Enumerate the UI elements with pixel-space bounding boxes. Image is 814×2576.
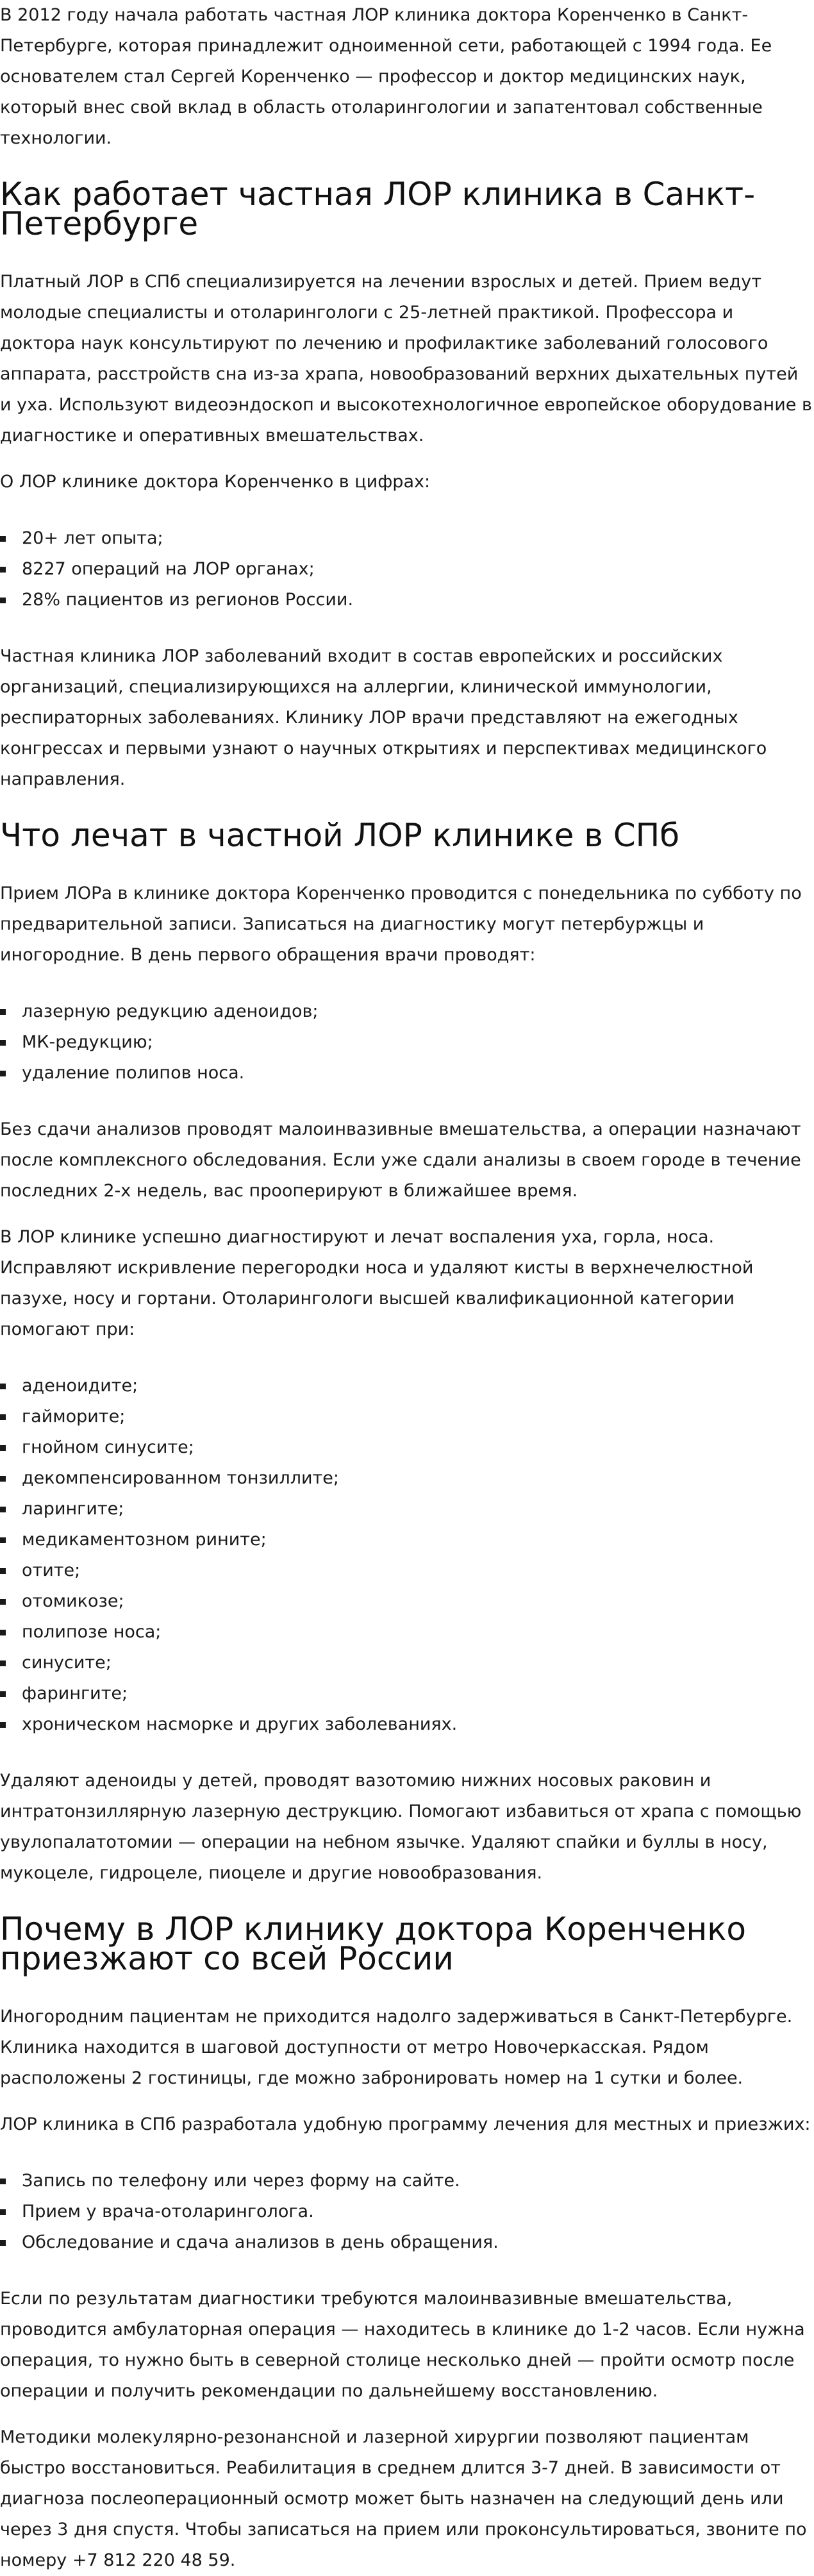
bullet-icon <box>0 2179 6 2184</box>
list-item <box>0 1494 814 1525</box>
bullet-icon <box>0 536 6 542</box>
procedures-list <box>0 996 814 1089</box>
diseases-list <box>0 1371 814 1740</box>
paragraph: Удаляют аденоиды у детей, проводят вазотомию нижних носовых раковин и интратонзиллярную лазерную деструкцию. Помогают избавиться от храпа с помощью увулопалатотомии — операции на небном язычке. Удаляют спайки и буллы в носу, мукоцеле, гидроцеле, пиоцеле и другие новообразования. <box>0 1771 802 1883</box>
list-item <box>0 1555 814 1586</box>
list-item <box>0 585 814 615</box>
list-item <box>0 1617 814 1648</box>
list-item-text: медикаментозном рините; <box>22 1530 267 1550</box>
list-item <box>0 1648 814 1678</box>
section-heading-what-is-treated: Что лечат в частной ЛОР клинике в СПб <box>0 817 680 854</box>
list-item <box>0 523 814 554</box>
section-heading-how-it-works: Как работает частная ЛОР клиника в Санкт-Петербурге <box>0 176 756 242</box>
bullet-icon <box>0 567 6 573</box>
list-item <box>0 1678 814 1709</box>
intro-paragraph: В 2012 году начала работать частная ЛОР клиника доктора Коренченко в Санкт-Петербурге, которая принадлежит одноименной сети, работающей с 1994 года. Ее основателем стал Сергей Коренченко — профессор и доктор медицинских наук, который внес свой вклад в область отоларингологии и запатентовал собственные технологии. <box>0 5 772 148</box>
paragraph: О ЛОР клинике доктора Коренченко в цифрах: <box>0 472 431 492</box>
list-item-text: хроническом насморке и других заболеваниях. <box>22 1714 458 1734</box>
facts-list <box>0 523 814 615</box>
list-item-text: гайморите; <box>22 1407 126 1426</box>
paragraph: Иногородним пациентам не приходится надолго задерживаться в Санкт-Петербурге. Клиника находится в шаговой доступности от метро Новочеркасская. Рядом расположены 2 гостиницы, где можно забронировать номер на 1 сутки и более. <box>0 2007 793 2088</box>
list-item-text: Прием у врача-отоларинголога. <box>22 2202 314 2221</box>
list-item-text: гнойном синусите; <box>22 1437 194 1457</box>
bullet-icon <box>0 1040 6 1046</box>
bullet-icon <box>0 1691 6 1697</box>
bullet-icon <box>0 1445 6 1451</box>
list-item-text: лазерную редукцию аденоидов; <box>22 1001 319 1021</box>
paragraph: Прием ЛОРа в клинике доктора Коренченко проводится с понедельника по субботу по предварительной записи. Записаться на диагностику могут петербуржцы и иногородние. В день первого обращения врачи проводят: <box>0 883 802 965</box>
list-item-text: декомпенсированном тонзиллите; <box>22 1468 339 1488</box>
list-item-text: отите; <box>22 1560 81 1580</box>
list-item <box>0 1027 814 1058</box>
list-item <box>0 2227 814 2258</box>
bullet-icon <box>0 1568 6 1574</box>
list-item-text: аденоидите; <box>22 1376 138 1396</box>
list-item-text: ларингите; <box>22 1499 124 1519</box>
list-item <box>0 1586 814 1617</box>
list-item-text: МК-редукцию; <box>22 1032 153 1052</box>
list-item <box>0 1432 814 1463</box>
list-item <box>0 554 814 585</box>
list-item <box>0 1401 814 1432</box>
list-item <box>0 1463 814 1494</box>
paragraph: В ЛОР клинике успешно диагностируют и лечат воспаления уха, горла, носа. Исправляют искривление перегородки носа и удаляют кисты в верхнечелюстной пазухе, носу и гортани. Отоларингологи высшей квалификационной категории помогают при: <box>0 1227 754 1339</box>
bullet-icon <box>0 1384 6 1389</box>
bullet-icon <box>0 1507 6 1512</box>
bullet-icon <box>0 1660 6 1666</box>
bullet-icon <box>0 1009 6 1015</box>
list-item-text: фарингите; <box>22 1684 128 1703</box>
list-item-text: синусите; <box>22 1653 112 1673</box>
list-item <box>0 996 814 1027</box>
bullet-icon <box>0 2209 6 2215</box>
bullet-icon <box>0 598 6 603</box>
list-item <box>0 1709 814 1740</box>
bullet-icon <box>0 1537 6 1543</box>
bullet-icon <box>0 1071 6 1076</box>
list-item <box>0 1371 814 1401</box>
list-item-text: полипозе носа; <box>22 1622 162 1642</box>
bullet-icon <box>0 1599 6 1605</box>
list-item-text: 8227 операций на ЛОР органах; <box>22 559 315 579</box>
bullet-icon <box>0 1722 6 1728</box>
list-item <box>0 2166 814 2196</box>
bullet-icon <box>0 1476 6 1482</box>
list-item-text: Обследование и сдача анализов в день обращения. <box>22 2232 499 2252</box>
list-item-text: удаление полипов носа. <box>22 1063 245 1083</box>
paragraph: Платный ЛОР в СПб специализируется на лечении взрослых и детей. Прием ведут молодые специалисты и отоларингологи с 25-летней практикой. Профессора и доктора наук консультируют по лечению и профилактике заболеваний голосового аппарата, расстройств сна из-за храпа, новообразований верхних дыхательных путей и уха. Используют видеоэндоскоп и высокотехнологичное европейское оборудование в диагностике и оперативных вмешательствах. <box>0 272 812 446</box>
list-item-text: 28% пациентов из регионов России. <box>22 590 354 610</box>
list-item <box>0 2196 814 2227</box>
section-heading-why-come: Почему в ЛОР клинику доктора Коренченко приезжают со всей России <box>0 1911 746 1977</box>
bullet-icon <box>0 2240 6 2246</box>
list-item-text: Запись по телефону или через форму на сайте. <box>22 2171 460 2191</box>
paragraph: Частная клиника ЛОР заболеваний входит в состав европейских и российских организаций, специализирующихся на аллергии, клинической иммунологии, респираторных заболеваниях. Клинику ЛОР врачи представляют на ежегодных конгрессах и первыми узнают о научных открытиях и перспективах медицинского направления. <box>0 646 767 789</box>
list-item <box>0 1058 814 1089</box>
bullet-icon <box>0 1414 6 1420</box>
list-item-text: 20+ лет опыта; <box>22 528 163 548</box>
list-item <box>0 1525 814 1555</box>
paragraph: ЛОР клиника в СПб разработала удобную программу лечения для местных и приезжих: <box>0 2114 811 2134</box>
paragraph: Без сдачи анализов проводят малоинвазивные вмешательства, а операции назначают после комплексного обследования. Если уже сдали анализы в своем городе в течение последних 2-х недель, вас прооперируют в ближайшее время. <box>0 1119 801 1201</box>
paragraph: Если по результатам диагностики требуются малоинвазивные вмешательства, проводится амбулаторная операция — находитесь в клинике до 1-2 часов. Если нужна операция, то нужно быть в северной столице несколько дней — пройти осмотр после операции и получить рекомендации по дальнейшему восстановлению. <box>0 2289 805 2401</box>
list-item-text: отомикозе; <box>22 1591 124 1611</box>
program-list <box>0 2166 814 2258</box>
bullet-icon <box>0 1630 6 1635</box>
paragraph: Методики молекулярно-резонансной и лазерной хирургии позволяют пациентам быстро восстановиться. Реабилитация в среднем длится 3-7 дней. В зависимости от диагноза послеоперационный осмотр может быть назначен на следующий день или через 3 дня спустя. Чтобы записаться на прием или проконсультироваться, звоните по номеру +7 812 220 48 59. <box>0 2427 807 2570</box>
